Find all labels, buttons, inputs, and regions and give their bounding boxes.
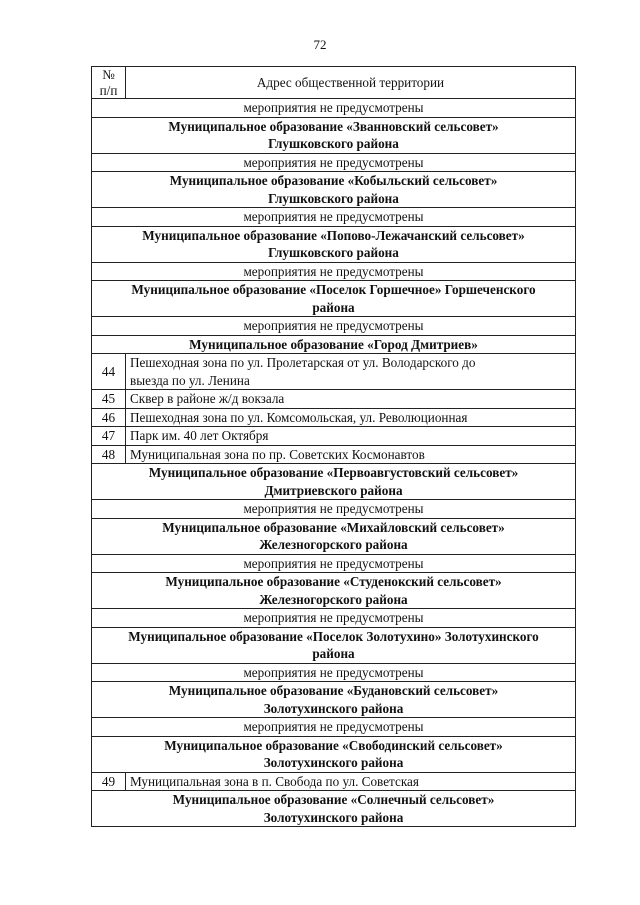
municipality-heading-row xyxy=(92,736,576,772)
municipality-heading xyxy=(92,682,576,718)
number-column-label-line1: № xyxy=(102,67,115,82)
municipality-heading xyxy=(92,736,576,772)
municipality-heading-row xyxy=(92,464,576,500)
municipality-heading-line: Глушковского района xyxy=(268,190,399,206)
municipality-heading-line: Муниципальное образование «Солнечный сельсовет» xyxy=(172,792,495,807)
municipality-heading-line: Муниципальное образование «Михайловский сельсовет» xyxy=(162,519,505,535)
no-measures-row xyxy=(92,208,576,227)
territory-row xyxy=(92,390,576,409)
territory-address-line: Пешеходная зона по ул. Пролетарская от ул. Володарского до xyxy=(130,355,476,370)
no-measures-text: мероприятия не предусмотрены xyxy=(92,208,576,227)
municipality-heading-row xyxy=(92,226,576,262)
municipality-heading xyxy=(92,335,576,354)
municipality-heading-row xyxy=(92,518,576,554)
municipality-heading xyxy=(92,627,576,663)
municipality-heading xyxy=(92,464,576,500)
municipality-heading xyxy=(92,281,576,317)
municipality-heading-line: Муниципальное образование «Город Дмитриев» xyxy=(189,336,478,352)
no-measures-text: мероприятия не предусмотрены xyxy=(92,663,576,682)
territory-number: 46 xyxy=(92,408,126,427)
territory-row xyxy=(92,445,576,464)
no-measures-row xyxy=(92,609,576,628)
territory-address xyxy=(126,354,576,390)
no-measures-row xyxy=(92,663,576,682)
address-column-header: Адрес общественной территории xyxy=(126,67,576,99)
municipality-heading-row xyxy=(92,627,576,663)
no-measures-text: мероприятия не предусмотрены xyxy=(92,153,576,172)
municipality-heading-row xyxy=(92,335,576,354)
municipality-heading-line: Муниципальное образование «Попово-Лежачанский сельсовет» xyxy=(142,227,525,243)
no-measures-row xyxy=(92,500,576,519)
territory-row xyxy=(92,408,576,427)
territory-address-line: Муниципальная зона по пр. Советских Космонавтов xyxy=(130,446,425,462)
territory-table xyxy=(91,66,576,827)
municipality-heading-line: Железногорского района xyxy=(259,591,408,607)
territory-address-line: Сквер в районе ж/д вокзала xyxy=(130,391,285,406)
municipality-heading xyxy=(92,172,576,208)
no-measures-text: мероприятия не предусмотрены xyxy=(92,718,576,737)
territory-address-line: Муниципальная зона в п. Свобода по ул. Советская xyxy=(130,773,419,789)
no-measures-text: мероприятия не предусмотрены xyxy=(92,99,576,118)
municipality-heading-line: Глушковского района xyxy=(268,245,399,260)
no-measures-text: мероприятия не предусмотрены xyxy=(92,262,576,281)
municipality-heading xyxy=(92,226,576,262)
territory-row xyxy=(92,772,576,791)
territory-address xyxy=(126,772,576,791)
municipality-heading-line: Муниципальное образование «Свободинский сельсовет» xyxy=(164,737,503,753)
municipality-heading xyxy=(92,791,576,827)
municipality-heading-row xyxy=(92,682,576,718)
no-measures-text: мероприятия не предусмотрены xyxy=(92,500,576,519)
municipality-heading-line: Муниципальное образование «Будановский сельсовет» xyxy=(168,683,499,698)
no-measures-row xyxy=(92,718,576,737)
territory-row xyxy=(92,427,576,446)
municipality-heading-line: Муниципальное образование «Первоавгустовский сельсовет» xyxy=(148,465,519,480)
no-measures-text: мероприятия не предусмотрены xyxy=(92,317,576,336)
municipality-heading-line: Золотухинского района xyxy=(263,755,404,770)
territory-row xyxy=(92,354,576,390)
municipality-heading-line: Муниципальное образование «Кобыльский сельсовет» xyxy=(169,173,498,188)
territory-number: 49 xyxy=(92,772,126,791)
municipality-heading-row xyxy=(92,791,576,827)
no-measures-row xyxy=(92,99,576,118)
no-measures-row xyxy=(92,262,576,281)
no-measures-row xyxy=(92,153,576,172)
territory-address-line: Пешеходная зона по ул. Комсомольская, ул. Революционная xyxy=(130,409,468,425)
page-number: 72 xyxy=(313,37,327,52)
municipality-heading xyxy=(92,117,576,153)
municipality-heading-row xyxy=(92,281,576,317)
no-measures-text: мероприятия не предусмотрены xyxy=(92,554,576,573)
municipality-heading-row xyxy=(92,117,576,153)
municipality-heading-line: района xyxy=(312,646,355,661)
municipality-heading-line: Дмитриевского района xyxy=(264,482,403,498)
territory-address xyxy=(126,427,576,446)
territory-number: 47 xyxy=(92,427,126,446)
municipality-heading-line: Золотухинского района xyxy=(263,700,404,716)
municipality-heading xyxy=(92,518,576,554)
municipality-heading-row xyxy=(92,573,576,609)
municipality-heading-line: района xyxy=(312,299,355,315)
municipality-heading-line: Муниципальное образование «Званновский сельсовет» xyxy=(168,118,499,134)
no-measures-row xyxy=(92,317,576,336)
municipality-heading-line: Глушковского района xyxy=(268,136,399,151)
municipality-heading-line: Муниципальное образование «Поселок Горшечное» Горшеченского xyxy=(131,282,536,297)
municipality-heading-row xyxy=(92,172,576,208)
municipality-heading-line: Муниципальное образование «Студенокский сельсовет» xyxy=(165,574,502,589)
number-column-label-line2: п/п xyxy=(99,82,118,98)
number-column-header xyxy=(92,67,126,99)
table-header-row xyxy=(92,67,576,99)
territory-address xyxy=(126,445,576,464)
territory-address-line: Парк им. 40 лет Октября xyxy=(130,428,269,443)
municipality-heading xyxy=(92,573,576,609)
territory-number: 45 xyxy=(92,390,126,409)
no-measures-row xyxy=(92,554,576,573)
territory-address xyxy=(126,390,576,409)
territory-number: 44 xyxy=(92,354,126,390)
territory-address-line: выезда по ул. Ленина xyxy=(130,372,250,388)
no-measures-text: мероприятия не предусмотрены xyxy=(92,609,576,628)
territory-number: 48 xyxy=(92,445,126,464)
municipality-heading-line: Муниципальное образование «Поселок Золотухино» Золотухинского xyxy=(128,628,539,644)
territory-address xyxy=(126,408,576,427)
municipality-heading-line: Железногорского района xyxy=(259,537,408,552)
municipality-heading-line: Золотухинского района xyxy=(263,809,404,825)
